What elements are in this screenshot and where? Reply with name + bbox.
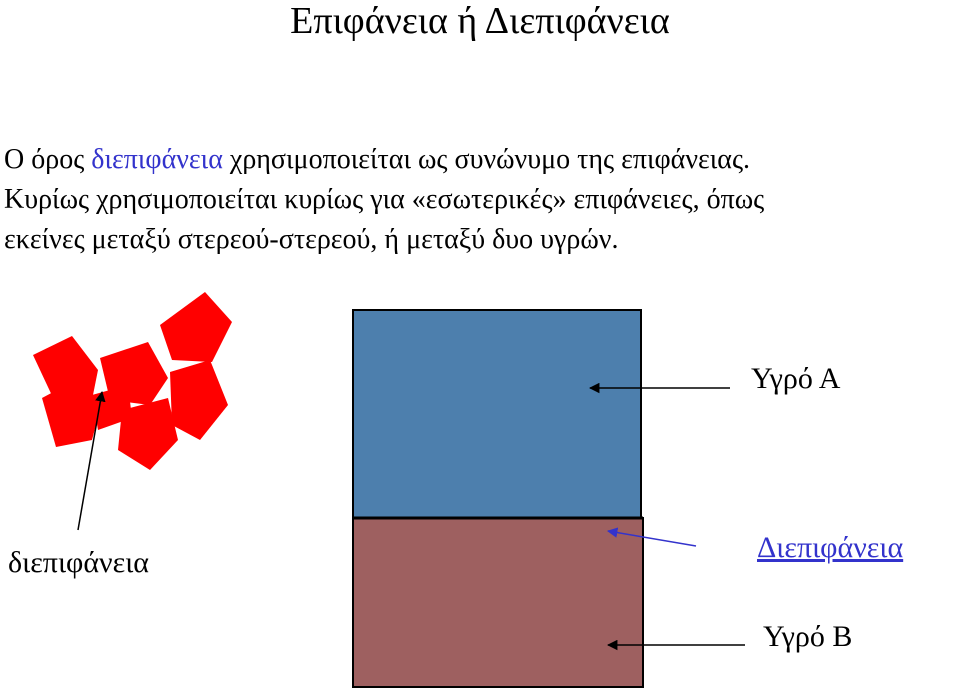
interface-label-left: διεπιφάνεια	[8, 546, 150, 579]
slide-title: Επιφάνεια ή Διεπιφάνεια	[290, 0, 670, 42]
liquid-b-label: Υγρό Β	[763, 620, 853, 653]
solid-particle-cluster	[33, 292, 232, 470]
liquid-b-region	[353, 518, 643, 687]
solid-particle	[170, 360, 228, 440]
line1-start: Ο όρος	[4, 144, 92, 175]
solid-particle	[160, 292, 232, 362]
interface-label-right: Διεπιφάνεια	[757, 531, 904, 564]
term-highlight: διεπιφάνεια	[91, 144, 223, 175]
line2: Κυρίως χρησιμοποιείται κυρίως για «εσωτερικές» επιφάνειες, όπως	[4, 184, 765, 215]
line1-end: χρησιμοποιείται ως συνώνυμο της επιφάνειας.	[222, 144, 751, 175]
line3: εκείνες μεταξύ στερεού-στερεού, ή μεταξύ δυο υγρών.	[4, 224, 619, 255]
liquid-a-region	[353, 310, 641, 518]
liquid-a-label: Υγρό Α	[751, 362, 841, 395]
